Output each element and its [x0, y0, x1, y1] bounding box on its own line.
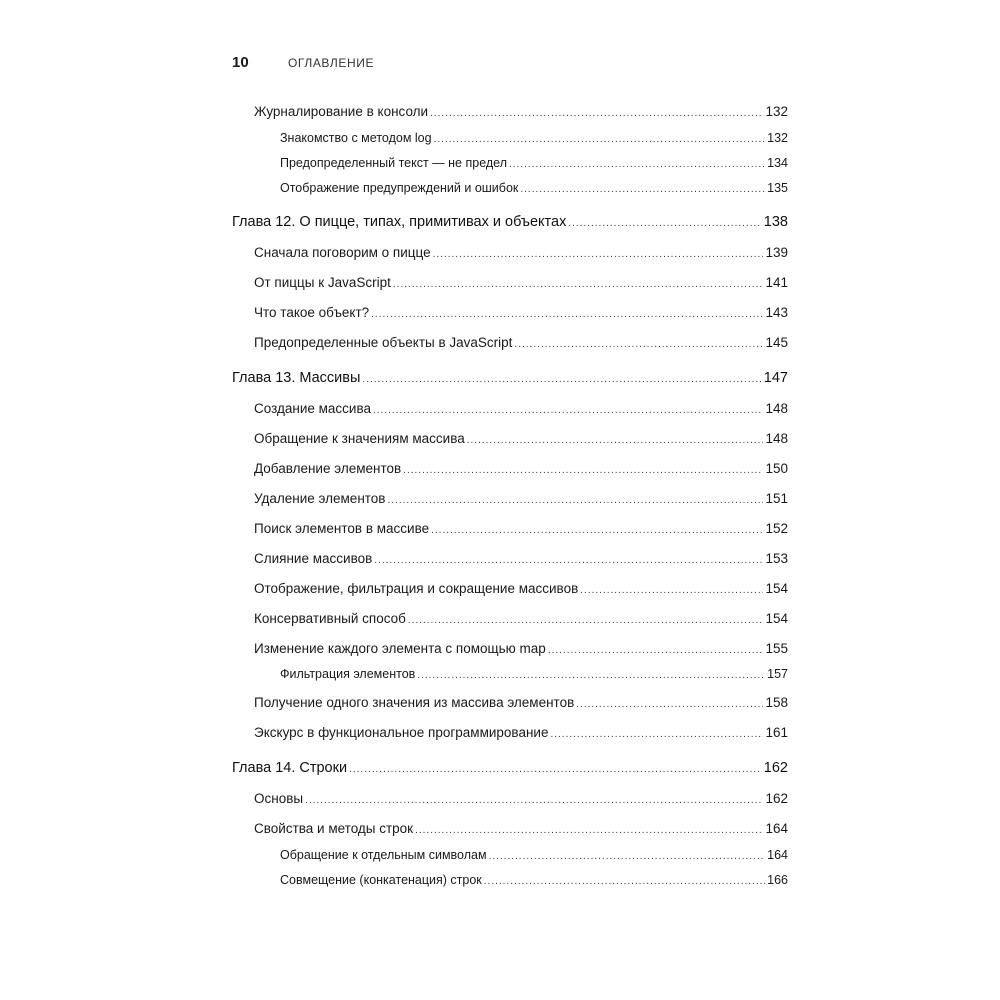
toc-entry-page: 152 — [765, 521, 788, 536]
toc-entry-section — [254, 335, 788, 350]
toc-entry-section — [254, 104, 788, 119]
toc-entry-section — [254, 641, 788, 656]
toc-entry-section — [254, 551, 788, 566]
dot-leader — [393, 279, 764, 290]
toc-entry-page: 164 — [767, 848, 788, 862]
toc-entry-section — [254, 245, 788, 260]
toc-entry-page: 162 — [763, 760, 788, 776]
toc-entry-page: 155 — [765, 641, 788, 656]
toc-entry-page: 161 — [765, 725, 788, 740]
toc-entry-title: Добавление элементов — [254, 461, 402, 476]
toc-entry-section — [254, 521, 788, 536]
toc-entry-page: 158 — [765, 695, 788, 710]
toc-entry-title: Совмещение (конкатенация) строк — [280, 873, 482, 887]
toc-entry-page: 139 — [765, 245, 788, 260]
toc-entry-page: 162 — [765, 791, 788, 806]
dot-leader — [430, 108, 763, 119]
section-title: ОГЛАВЛЕНИЕ — [288, 56, 375, 70]
dot-leader — [509, 159, 765, 170]
toc-entry-title: Удаление элементов — [254, 491, 386, 506]
toc-entry-title: Обращение к значениям массива — [254, 431, 465, 446]
dot-leader — [514, 339, 763, 350]
toc-entry-page: 134 — [767, 156, 788, 170]
toc-entry-section — [254, 821, 788, 836]
toc-entry-subsection — [280, 156, 788, 170]
toc-entry-subsection — [280, 181, 788, 195]
toc-entry-section — [254, 461, 788, 476]
dot-leader — [520, 184, 765, 195]
dot-leader — [434, 134, 766, 145]
dot-leader — [484, 876, 765, 887]
toc-entry-title: Изменение каждого элемента с помощью map — [254, 641, 546, 656]
toc-entry-title: Создание массива — [254, 401, 371, 416]
dot-leader — [467, 435, 764, 446]
toc-entry-chapter — [232, 214, 788, 230]
dot-leader — [387, 495, 763, 506]
toc-entry-title: Экскурс в функциональное программирование — [254, 725, 549, 740]
toc-entry-subsection — [280, 873, 788, 887]
toc-entry-page: 150 — [765, 461, 788, 476]
toc-entry-subsection — [280, 131, 788, 145]
dot-leader — [550, 729, 763, 740]
toc-entry-page: 164 — [765, 821, 788, 836]
toc-entry-title: Консервативный способ — [254, 611, 406, 626]
toc-entry-title: Глава 12. О пицце, типах, примитивах и объектах — [232, 214, 567, 230]
toc-entry-subsection — [280, 848, 788, 862]
toc-entry-page: 166 — [767, 873, 788, 887]
running-head — [232, 54, 374, 74]
toc-entry-title: Фильтрация элементов — [280, 667, 416, 681]
toc-entry-title: Глава 14. Строки — [232, 760, 348, 776]
dot-leader — [417, 670, 765, 681]
toc-entry-section — [254, 491, 788, 506]
toc-entry-title: Поиск элементов в массиве — [254, 521, 430, 536]
toc-entry-section — [254, 275, 788, 290]
toc-entry-title: Знакомство с методом log — [280, 131, 432, 145]
toc-entry-title: Обращение к отдельным символам — [280, 848, 487, 862]
toc-entry-page: 132 — [765, 104, 788, 119]
toc-entry-page: 138 — [763, 214, 788, 230]
dot-leader — [415, 825, 763, 836]
toc-entry-title: Что такое объект? — [254, 305, 370, 320]
dot-leader — [431, 525, 763, 536]
dot-leader — [371, 309, 763, 320]
toc-entry-title: Отображение предупреждений и ошибок — [280, 181, 519, 195]
toc-entry-page: 153 — [765, 551, 788, 566]
toc-entry-title: Сначала поговорим о пицце — [254, 245, 431, 260]
dot-leader — [305, 795, 763, 806]
toc-entry-page: 151 — [765, 491, 788, 506]
dot-leader — [362, 374, 761, 385]
toc-entry-section — [254, 611, 788, 626]
dot-leader — [489, 851, 766, 862]
toc-entry-page: 141 — [765, 275, 788, 290]
toc-entry-title: Основы — [254, 791, 304, 806]
dot-leader — [408, 615, 764, 626]
toc-entry-section — [254, 581, 788, 596]
dot-leader — [349, 764, 762, 775]
toc-entry-title: Глава 13. Массивы — [232, 370, 361, 386]
toc-entry-section — [254, 725, 788, 740]
toc-entry-title: Свойства и методы строк — [254, 821, 414, 836]
toc-entry-title: Отображение, фильтрация и сокращение массивов — [254, 581, 579, 596]
toc-entry-section — [254, 791, 788, 806]
dot-leader — [373, 405, 763, 416]
toc-entry-page: 154 — [765, 581, 788, 596]
toc-entry-page: 148 — [765, 431, 788, 446]
toc-entry-page: 157 — [767, 667, 788, 681]
toc-entry-title: Предопределенные объекты в JavaScript — [254, 335, 513, 350]
toc-entry-title: Слияние массивов — [254, 551, 373, 566]
toc-entry-title: Предопределенный текст — не предел — [280, 156, 507, 170]
toc-entry-page: 154 — [765, 611, 788, 626]
dot-leader — [568, 218, 761, 229]
toc-entry-title: Журналирование в консоли — [254, 104, 429, 119]
dot-leader — [576, 699, 763, 710]
toc-entry-section — [254, 305, 788, 320]
dot-leader — [548, 645, 764, 656]
toc-entry-chapter — [232, 370, 788, 386]
dot-leader — [374, 555, 763, 566]
dot-leader — [433, 249, 764, 260]
toc-entry-page: 135 — [767, 181, 788, 195]
toc-entry-page: 148 — [765, 401, 788, 416]
toc-entry-title: От пиццы к JavaScript — [254, 275, 391, 290]
toc-entry-section — [254, 695, 788, 710]
toc-entry-section — [254, 431, 788, 446]
toc-entry-chapter — [232, 760, 788, 776]
toc-entry-title: Получение одного значения из массива элементов — [254, 695, 575, 710]
dot-leader — [580, 585, 763, 596]
toc-entry-page: 143 — [765, 305, 788, 320]
toc-entry-page: 145 — [765, 335, 788, 350]
page-number: 10 — [232, 54, 249, 71]
toc-entry-page: 132 — [767, 131, 788, 145]
dot-leader — [403, 465, 763, 476]
toc-entry-section — [254, 401, 788, 416]
toc-entry-page: 147 — [763, 370, 788, 386]
toc-entry-subsection — [280, 667, 788, 681]
